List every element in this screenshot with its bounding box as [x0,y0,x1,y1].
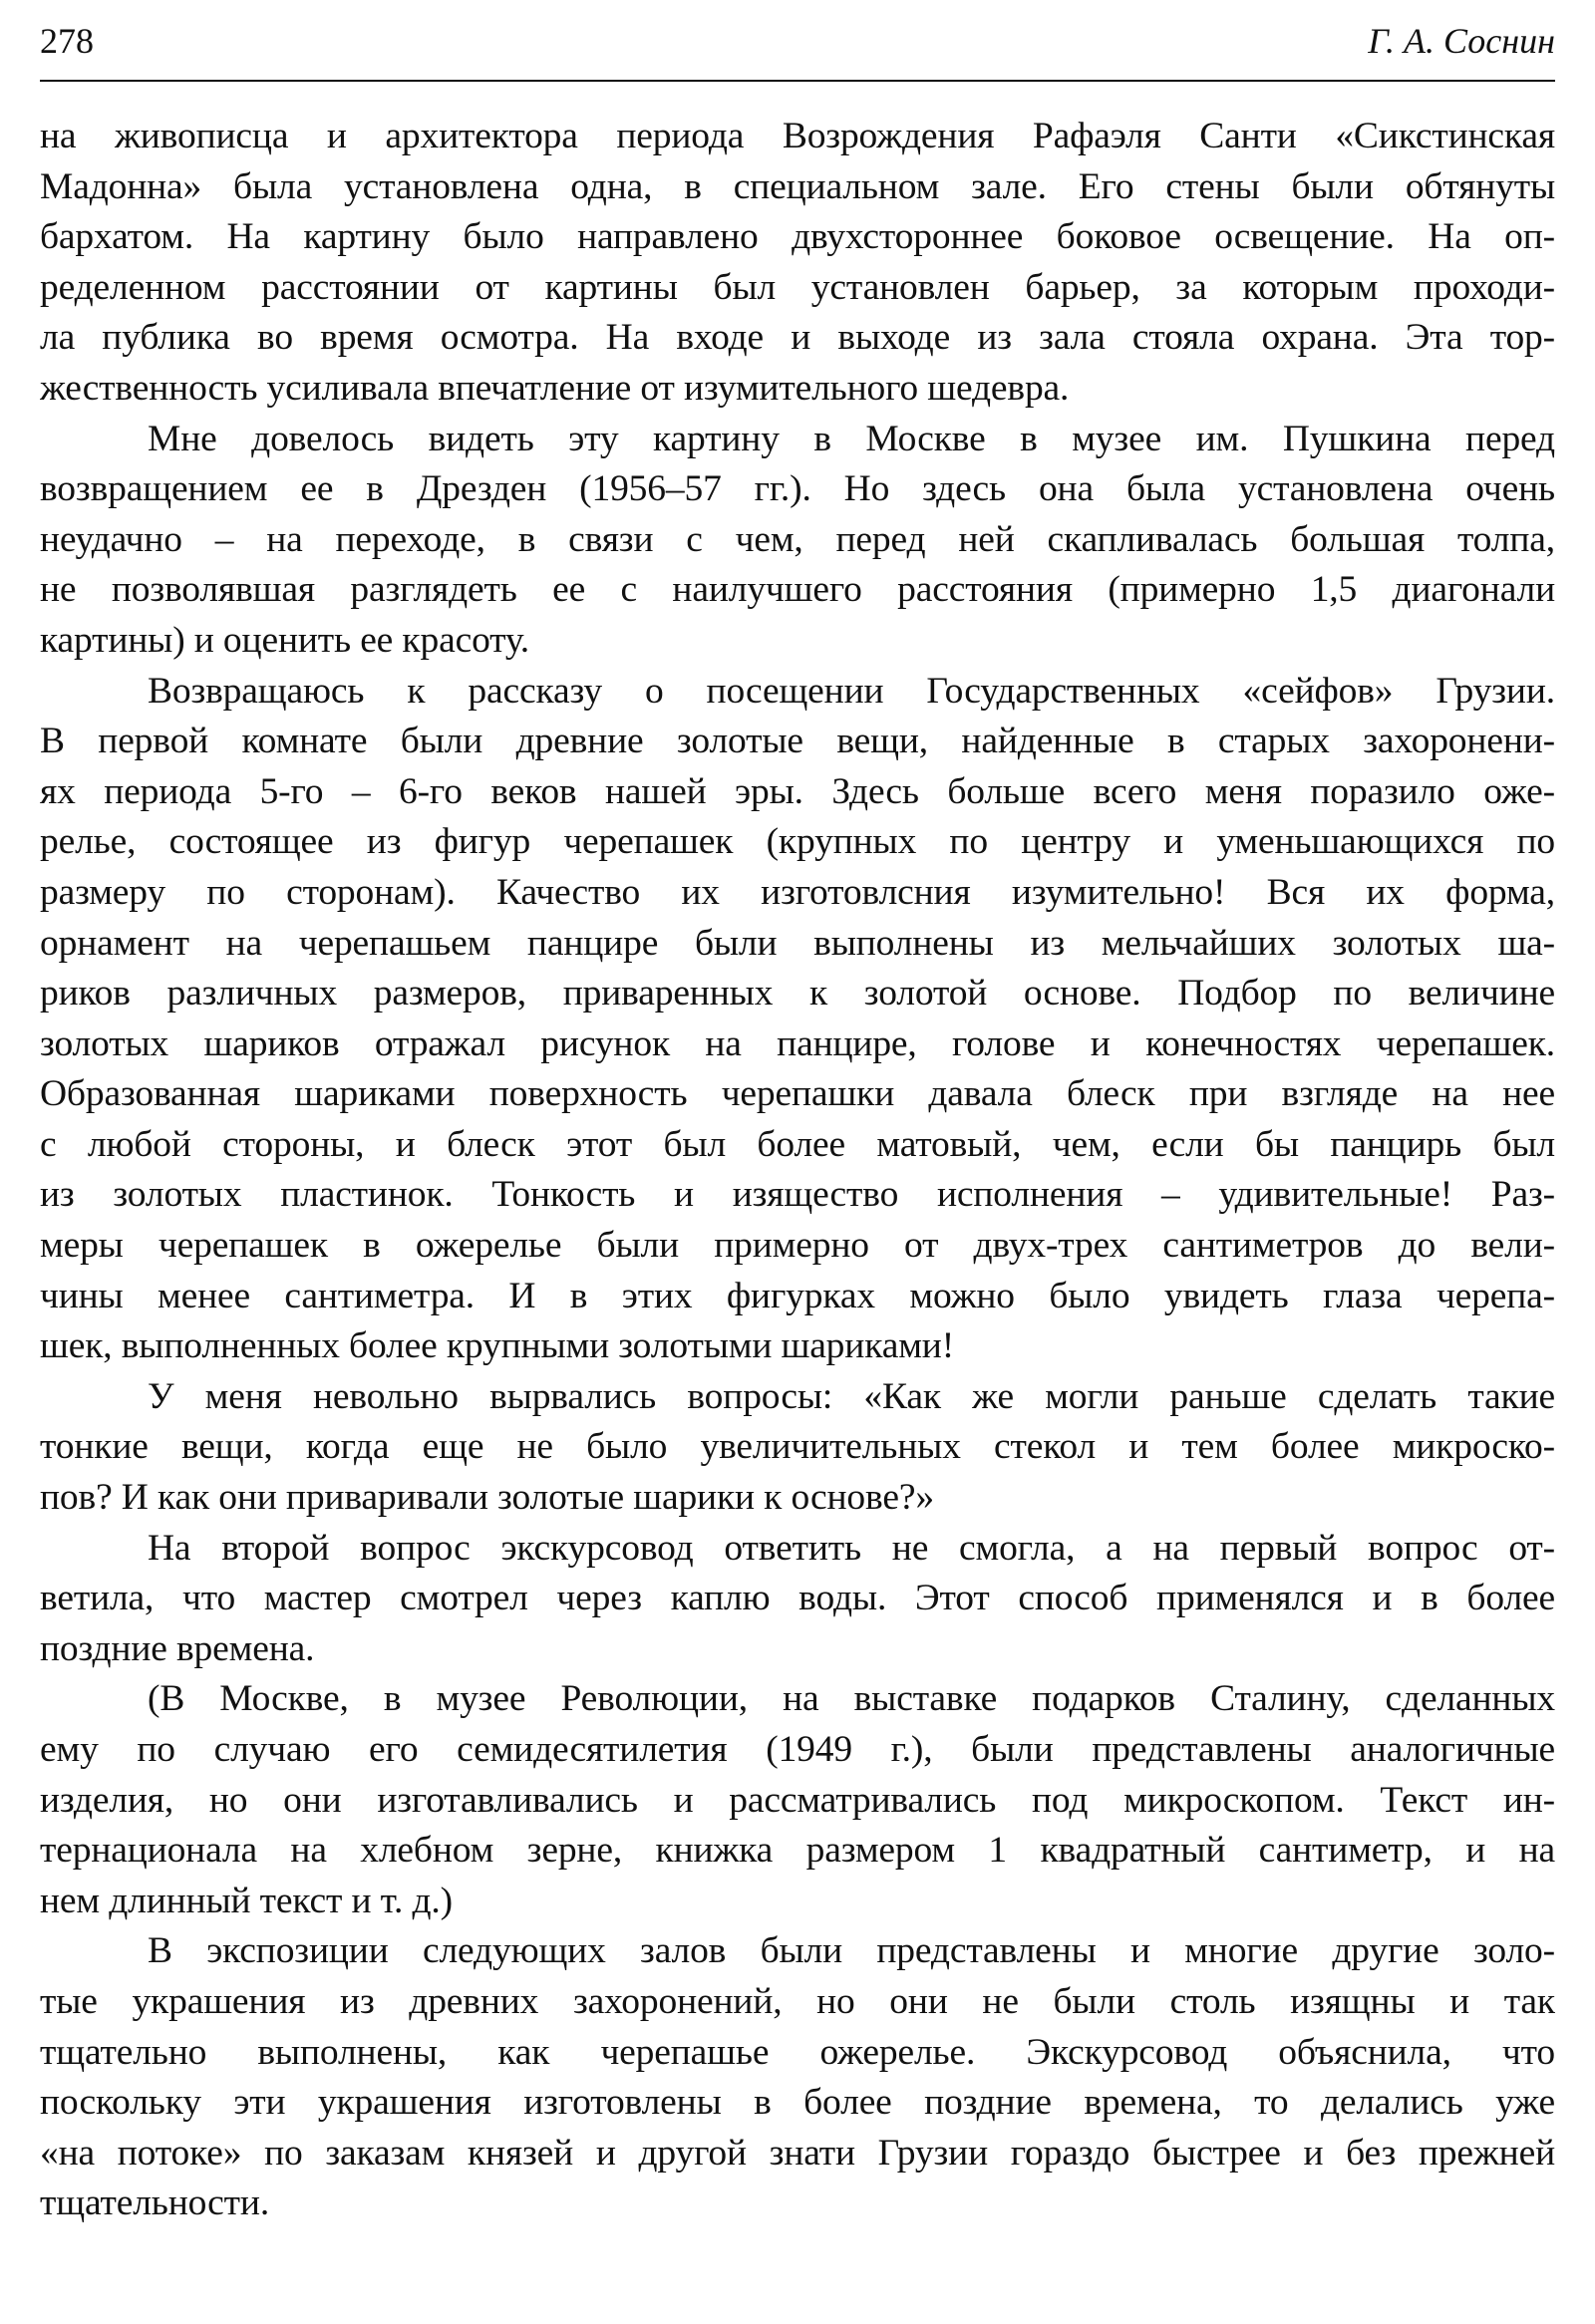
text-line: ветила, что мастер смотрел через каплю воды. Этот способ применялся и в более [40,1578,1555,1619]
text-line: тые украшения из древних захоронений, но они не были столь изящны и так [40,1980,1555,2022]
text-line: ему по случаю его семидесятилетия (1949 г.), были представлены аналогичные [40,1729,1555,1770]
text-line: золотых шариков отражал рисунок на панцире, голове и конечностях черепашек. [40,1022,1555,1064]
text-line: риков различных размеров, приваренных к золотой основе. Подбор по величине [40,973,1555,1015]
text-line: Образованная шариками поверхность черепашки давала блеск при взгляде на нее [40,1073,1555,1115]
text-line: поздние времена. [40,1627,315,1669]
paragraph [40,667,1555,1372]
text-line: (В Москве, в музее Революции, на выставке подарков Сталину, сделанных [148,1678,1555,1720]
text-line: тонкие вещи, когда еще не было увеличительных стекол и тем более микроско- [40,1426,1555,1468]
paragraph [40,1372,1555,1524]
text-line: чины менее сантиметра. И в этих фигурках можно было увидеть глаза черепа- [40,1275,1555,1316]
text-line: из золотых пластинок. Тонкость и изящество исполнения – удивительные! Раз- [40,1174,1555,1216]
text-line: На второй вопрос экскурсовод ответить не смогла, а на первый вопрос от- [148,1527,1555,1569]
text-line: тернационала на хлебном зерне, книжка размером 1 квадратный сантиметр, и на [40,1830,1555,1872]
text-line: жественность усиливала впечатление от изумительного шедевра. [40,367,1070,409]
text-line: релье, состоящее из фигур черепашек (крупных по центру и уменьшающихся по [40,821,1555,863]
text-line: В экспозиции следующих залов были представлены и многие другие золо- [148,1930,1555,1972]
text-line: поскольку эти украшения изготовлены в более поздние времена, то делались уже [40,2082,1555,2124]
text-line: тщательно выполнены, как черепашье ожерелье. Экскурсовод объяснила, что [40,2031,1555,2073]
running-header [40,20,1555,62]
text-line: ределенном расстоянии от картины был установлен барьер, за которым проходи- [40,266,1555,308]
paragraph [40,1674,1555,1926]
body-text [40,112,1555,2229]
text-line: У меня невольно вырвались вопросы: «Как же могли раньше сделать такие [148,1375,1555,1417]
page-number: 278 [40,21,94,61]
text-line: Возвращаюсь к рассказу о посещении Государственных «сейфов» Грузии. [148,670,1555,712]
text-line: картины) и оценить ее красоту. [40,619,529,661]
text-line: размеру по сторонам). Качество их изготовлсния изумительно! Вся их форма, [40,871,1555,913]
paragraph [40,415,1555,667]
text-line: Мне довелось видеть эту картину в Москве в музее им. Пушкина перед [148,418,1555,459]
paragraph [40,1926,1555,2229]
text-line: ла публика во время осмотра. На входе и выходе из зала стояла охрана. Эта тор- [40,317,1555,359]
text-line: возвращением ее в Дрезден (1956–57 гг.). Но здесь она была установлена очень [40,468,1555,510]
paragraph [40,1524,1555,1675]
text-line: с любой стороны, и блеск этот был более матовый, чем, если бы панцирь был [40,1123,1555,1165]
text-line: не позволявшая разглядеть ее с наилучшего расстояния (примерно 1,5 диагонали [40,569,1555,611]
header-rule [40,80,1555,82]
text-line: пов? И как они приваривали золотые шарики к основе?» [40,1477,934,1519]
text-line: ях периода 5-го – 6-го веков нашей эры. Здесь больше всего меня поразило оже- [40,770,1555,812]
text-line: В первой комнате были древние золотые вещи, найденные в старых захоронени- [40,721,1555,762]
text-line: меры черепашек в ожерелье были примерно от двух-трех сантиметров до вели- [40,1225,1555,1267]
paragraph [40,112,1555,415]
book-page [40,20,1555,2229]
text-line: неудачно – на переходе, в связи с чем, перед ней скапливалась большая толпа, [40,518,1555,560]
text-line: нем длинный текст и т. д.) [40,1880,453,1921]
text-line: «на потоке» по заказам князей и другой знати Грузии гораздо быстрее и без прежней [40,2132,1555,2174]
text-line: бархатом. На картину было направлено двухстороннее боковое освещение. На оп- [40,216,1555,258]
text-line: орнамент на черепашьем панцире были выполнены из мельчайших золотых ша- [40,922,1555,964]
text-line: Мадонна» была установлена одна, в специальном зале. Его стены были обтянуты [40,165,1555,207]
text-line: на живописца и архитектора периода Возрождения Рафаэля Санти «Сикстинская [40,116,1555,156]
running-author: Г. А. Соснин [1368,21,1555,61]
text-line: тщательности. [40,2182,270,2224]
text-line: шек, выполненных более крупными золотыми шариками! [40,1325,955,1367]
text-line: изделия, но они изготавливались и рассматривались под микроскопом. Текст ин- [40,1779,1555,1821]
